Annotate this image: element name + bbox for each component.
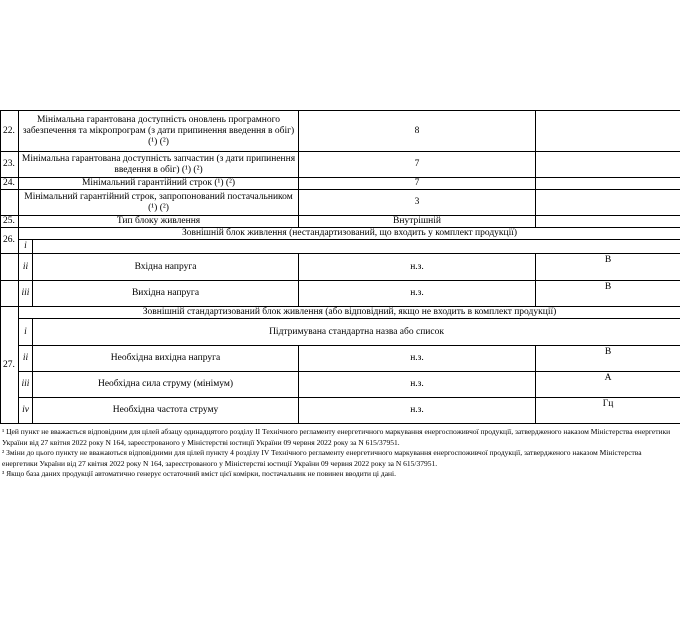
table-row — [1, 254, 680, 281]
sub-unit: В — [536, 281, 680, 307]
sub-number: iii — [19, 372, 33, 398]
footnote-2: ² Зміни до цього пункту не вважаються відповідними для цілей пункту 4 розділу IV Технічного регламенту енергетичного маркування енергоспоживчої продукції, затвердженого наказом Міністерства енергетики України від 27 квітня 2022 року N 164, зареєстрованого у Міністерстві юстиції України 09 червня 2022 року за N 615/37951. — [2, 448, 642, 468]
sub-label: Вихідна напруга — [33, 281, 299, 307]
footnote-1: ¹ Цей пункт не вважається відповідним для цілей абзацу одинадцятого розділу II Технічного регламенту енергетичного маркування енергоспоживчої продукції, затвердженого наказом Міністерства енергетики України від 27 квітня 2022 року N 164, зареєстрованого у Міністерстві юстиції України 09 червня 2022 року за N 615/37951. — [2, 427, 671, 447]
row-number: 23. — [1, 152, 19, 178]
row-unit — [536, 111, 680, 152]
row-label: Тип блоку живлення — [19, 216, 299, 228]
row-number — [1, 254, 19, 281]
sub-unit: В — [536, 346, 680, 372]
table-row — [1, 228, 680, 240]
row-number: 25. — [1, 216, 19, 228]
sub-label: Необхідна вихідна напруга — [33, 346, 299, 372]
row-unit — [536, 216, 680, 228]
row-value: 7 — [299, 178, 536, 190]
table-row — [1, 190, 680, 216]
table-row — [1, 240, 680, 254]
footnotes — [0, 424, 680, 480]
table-row — [1, 281, 680, 307]
row-value: 3 — [299, 190, 536, 216]
table-row — [1, 398, 680, 424]
footnote-3: ³ Якщо база даних продукції автоматично генерує остаточний вміст цієї комірки, постачальник не повинен вводити ці дані. — [2, 469, 397, 478]
sub-unit: А — [536, 372, 680, 398]
row-label: Мінімальна гарантована доступність оновлень програмного забезпечення та мікропрограм (з дати припинення введення в обіг) (¹) (²) — [19, 111, 299, 152]
row-number: 22. — [1, 111, 19, 152]
product-info-table — [0, 110, 680, 424]
sub-label — [33, 240, 680, 254]
table-row — [1, 111, 680, 152]
section-header: Зовнішній блок живлення (нестандартизований, що входить у комплект продукції) — [19, 228, 680, 240]
sub-value: н.з. — [299, 281, 536, 307]
sub-label: Підтримувана стандартна назва або список — [33, 319, 680, 346]
sub-label: Необхідна частота струму — [33, 398, 299, 424]
table-row — [1, 319, 680, 346]
document-body — [0, 110, 680, 480]
sub-value: н.з. — [299, 398, 536, 424]
sub-label: Вхідна напруга — [33, 254, 299, 281]
section-header: Зовнішній стандартизований блок живлення (або відповідний, якщо не входить в комплект продукції) — [19, 307, 680, 319]
table-row — [1, 178, 680, 190]
row-number — [1, 190, 19, 216]
row-value: Внутрішній — [299, 216, 536, 228]
sub-label: Необхідна сила струму (мінімум) — [33, 372, 299, 398]
sub-unit: Гц — [536, 398, 680, 424]
row-label: Мінімальний гарантійний строк, запропонований постачальником (¹) (²) — [19, 190, 299, 216]
row-label: Мінімальний гарантійний строк (¹) (²) — [19, 178, 299, 190]
sub-unit: В — [536, 254, 680, 281]
row-label: Мінімальна гарантована доступність запчастин (з дати припинення введення в обіг) (¹) (²) — [19, 152, 299, 178]
row-number: 26. — [1, 228, 19, 254]
row-number: 27. — [1, 307, 19, 424]
row-number — [1, 281, 19, 307]
sub-value: н.з. — [299, 346, 536, 372]
sub-number: iv — [19, 398, 33, 424]
sub-number: iii — [19, 281, 33, 307]
table-row — [1, 216, 680, 228]
row-value: 7 — [299, 152, 536, 178]
row-number: 24. — [1, 178, 19, 190]
table-row — [1, 307, 680, 319]
sub-value: н.з. — [299, 372, 536, 398]
row-unit — [536, 178, 680, 190]
sub-number: ii — [19, 254, 33, 281]
table-row — [1, 372, 680, 398]
sub-value: н.з. — [299, 254, 536, 281]
table-row — [1, 152, 680, 178]
row-unit — [536, 190, 680, 216]
row-value: 8 — [299, 111, 536, 152]
sub-number: i — [19, 240, 33, 254]
sub-number: i — [19, 319, 33, 346]
row-unit — [536, 152, 680, 178]
sub-number: ii — [19, 346, 33, 372]
table-row — [1, 346, 680, 372]
